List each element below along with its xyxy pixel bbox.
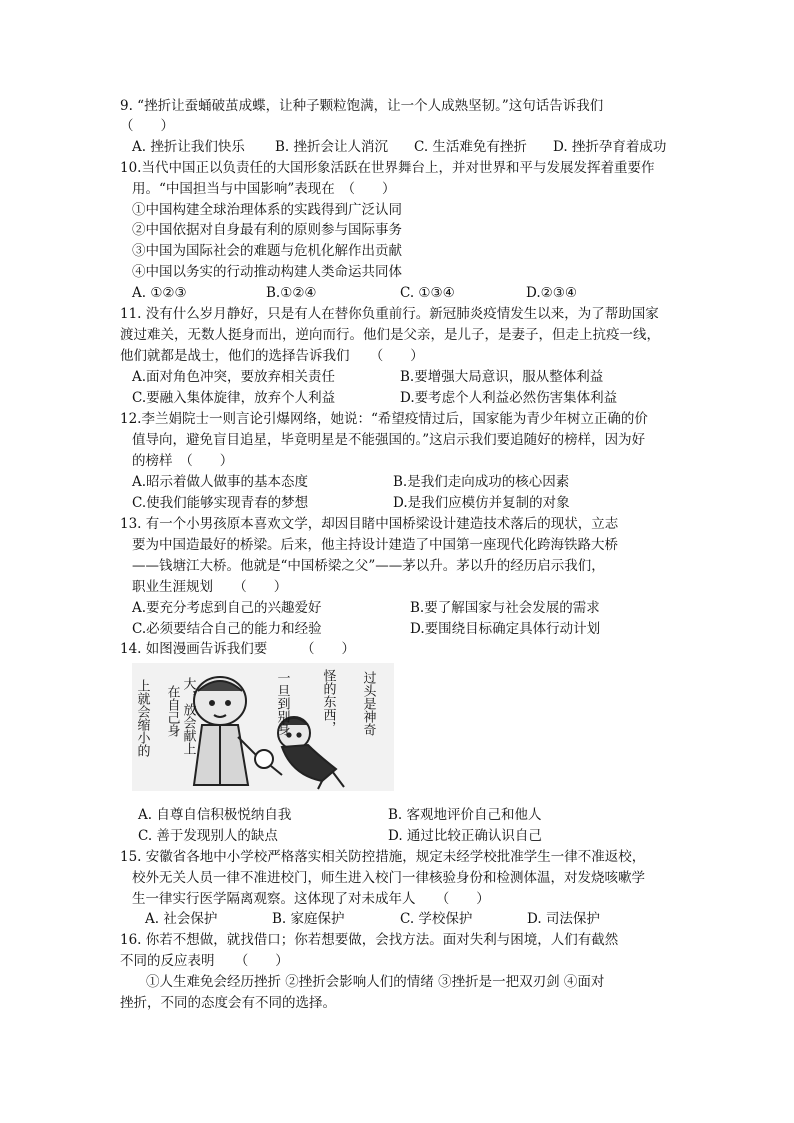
cartoon-illustration <box>132 663 394 791</box>
question-9-stem: （ ） <box>120 118 174 134</box>
question-15-option-d: D. 司法保护 <box>527 911 600 927</box>
question-13-stem: 要为中国造最好的桥梁。后来，他主持设计建造了中国第一座现代化跨海铁路大桥 <box>132 537 618 553</box>
question-15-stem: 15. 安徽省各地中小学校严格落实相关防控措施，规定未经学校批准学生一律不准返校， <box>120 849 646 865</box>
question-10-stem: 用。“中国担当与中国影响”表现在 （ ） <box>132 181 396 197</box>
question-14-stem: 14. 如图漫画告诉我们要 （ ） <box>120 641 356 657</box>
question-10-option-a: A. ①②③ <box>132 285 187 301</box>
question-16-stem: 16. 你若不想做，就找借口；你若想要做，会找方法。面对失利与困境，人们有截然 <box>120 932 619 948</box>
question-10-item: ④中国以务实的行动推动构建人类命运共同体 <box>132 264 402 280</box>
question-11-option-c: C.要融入集体旋律，放弃个人利益 <box>132 390 336 406</box>
question-10-item: ③中国为国际社会的难题与危机化解作出贡献 <box>132 243 402 259</box>
question-15-option-b: B. 家庭保护 <box>272 911 345 927</box>
question-16-item: 挫折，不同的态度会有不同的选择。 <box>120 995 336 1011</box>
question-10-option-d: D.②③④ <box>526 285 577 301</box>
cartoon-caption: 大，放会献上 <box>180 677 196 755</box>
cartoon-caption: 一旦到别身 <box>274 671 290 736</box>
question-14-option-d: D. 通过比较正确认识自己 <box>388 828 542 844</box>
question-16-item: ①人生难免会经历挫折 ②挫折会影响人们的情绪 ③挫折是一把双刃剑 ④面对 <box>146 974 605 990</box>
question-12-option-a: A.昭示着做人做事的基本态度 <box>132 474 309 490</box>
question-15-stem: 生一律实行医学隔离观察。这体现了对未成年人 （ ） <box>132 891 490 907</box>
question-10-option-c: C. ①③④ <box>400 285 455 301</box>
question-10-option-b: B.①②④ <box>266 285 317 301</box>
question-12-option-d: D.是我们应模仿并复制的对象 <box>393 495 570 511</box>
question-13-stem: ——钱塘江大桥。他就是“中国桥梁之父”——茅以升。茅以升的经历启示我们， <box>132 558 605 574</box>
question-13-stem: 职业生涯规划 （ ） <box>132 579 288 595</box>
question-11-option-b: B.要增强大局意识，服从整体利益 <box>400 369 604 385</box>
question-13-option-a: A.要充分考虑到自己的兴趣爱好 <box>132 600 322 616</box>
question-15-stem: 校外无关人员一律不准进校门，师生进入校门一律核验身份和检测体温，对发烧咳嗽学 <box>132 870 645 886</box>
question-9-option-b: B. 挫折会让人消沉 <box>275 139 389 155</box>
cartoon-caption: 怪的东西， <box>320 669 336 734</box>
question-12-stem: 值导向，避免盲目追星，毕竟明星是不能强国的。”这启示我们要追随好的榜样，因为好 <box>132 432 646 448</box>
question-12-stem: 的榜样 （ ） <box>132 453 234 469</box>
question-11-option-a: A.面对角色冲突，要放弃相关责任 <box>132 369 336 385</box>
question-12-option-c: C.使我们能够实现青春的梦想 <box>132 495 309 511</box>
question-13-option-b: B.要了解国家与社会发展的需求 <box>410 600 600 616</box>
question-10-item: ②中国依据对自身最有利的原则参与国际事务 <box>132 222 402 238</box>
question-13-option-d: D.要围绕目标确定具体行动计划 <box>410 621 601 637</box>
cartoon-caption: 上就会缩小的 <box>134 679 150 757</box>
question-11-stem: 渡过难关，无数人挺身而出，逆向而行。他们是父亲，是儿子，是妻子，但走上抗疫一线， <box>120 327 660 343</box>
cartoon-caption: 过头是神奇 <box>360 671 376 736</box>
question-15-option-a: A. 社会保护 <box>145 911 218 927</box>
question-12-option-b: B.是我们走向成功的核心因素 <box>393 474 570 490</box>
question-14-option-c: C. 善于发现别人的缺点 <box>138 828 278 844</box>
question-16-stem: 不同的反应表明 （ ） <box>120 953 289 969</box>
question-13-option-c: C.必须要结合自己的能力和经验 <box>132 621 322 637</box>
question-10-stem: 10.当代中国正以负责任的大国形象活跃在世界舞台上，并对世界和平与发展发挥着重要作 <box>120 160 655 176</box>
question-11-option-d: D.要考虑个人利益必然伤害集体利益 <box>400 390 618 406</box>
question-15-option-c: C. 学校保护 <box>400 911 473 927</box>
cartoon-caption: 在自己身 <box>164 685 180 737</box>
question-9-option-c: C. 生活难免有挫折 <box>414 139 527 155</box>
question-9-option-a: A. 挫折让我们快乐 <box>132 139 245 155</box>
question-14-option-b: B. 客观地评价自己和他人 <box>388 807 542 823</box>
question-9-stem: 9. “挫折让蚕蛹破茧成蝶，让种子颗粒饱满，让一个人成熟坚韧。”这句话告诉我们 <box>120 98 604 114</box>
question-14-option-a: A. 自尊自信积极悦纳自我 <box>138 807 292 823</box>
question-9-option-d: D. 挫折孕育着成功 <box>553 139 667 155</box>
question-10-item: ①中国构建全球治理体系的实践得到广泛认同 <box>132 202 402 218</box>
question-12-stem: 12.李兰娟院士一则言论引爆网络，她说：“希望疫情过后，国家能为青少年树立正确的价 <box>120 411 648 427</box>
question-11-stem: 11. 没有什么岁月静好，只是有人在替你负重前行。新冠肺炎疫情发生以来，为了帮助国家 <box>120 306 659 322</box>
question-11-stem: 他们就都是战士，他们的选择告诉我们 （ ） <box>120 348 424 364</box>
question-13-stem: 13. 有一个小男孩原本喜欢文学，却因目睹中国桥梁设计建造技术落后的现状，立志 <box>120 516 619 532</box>
